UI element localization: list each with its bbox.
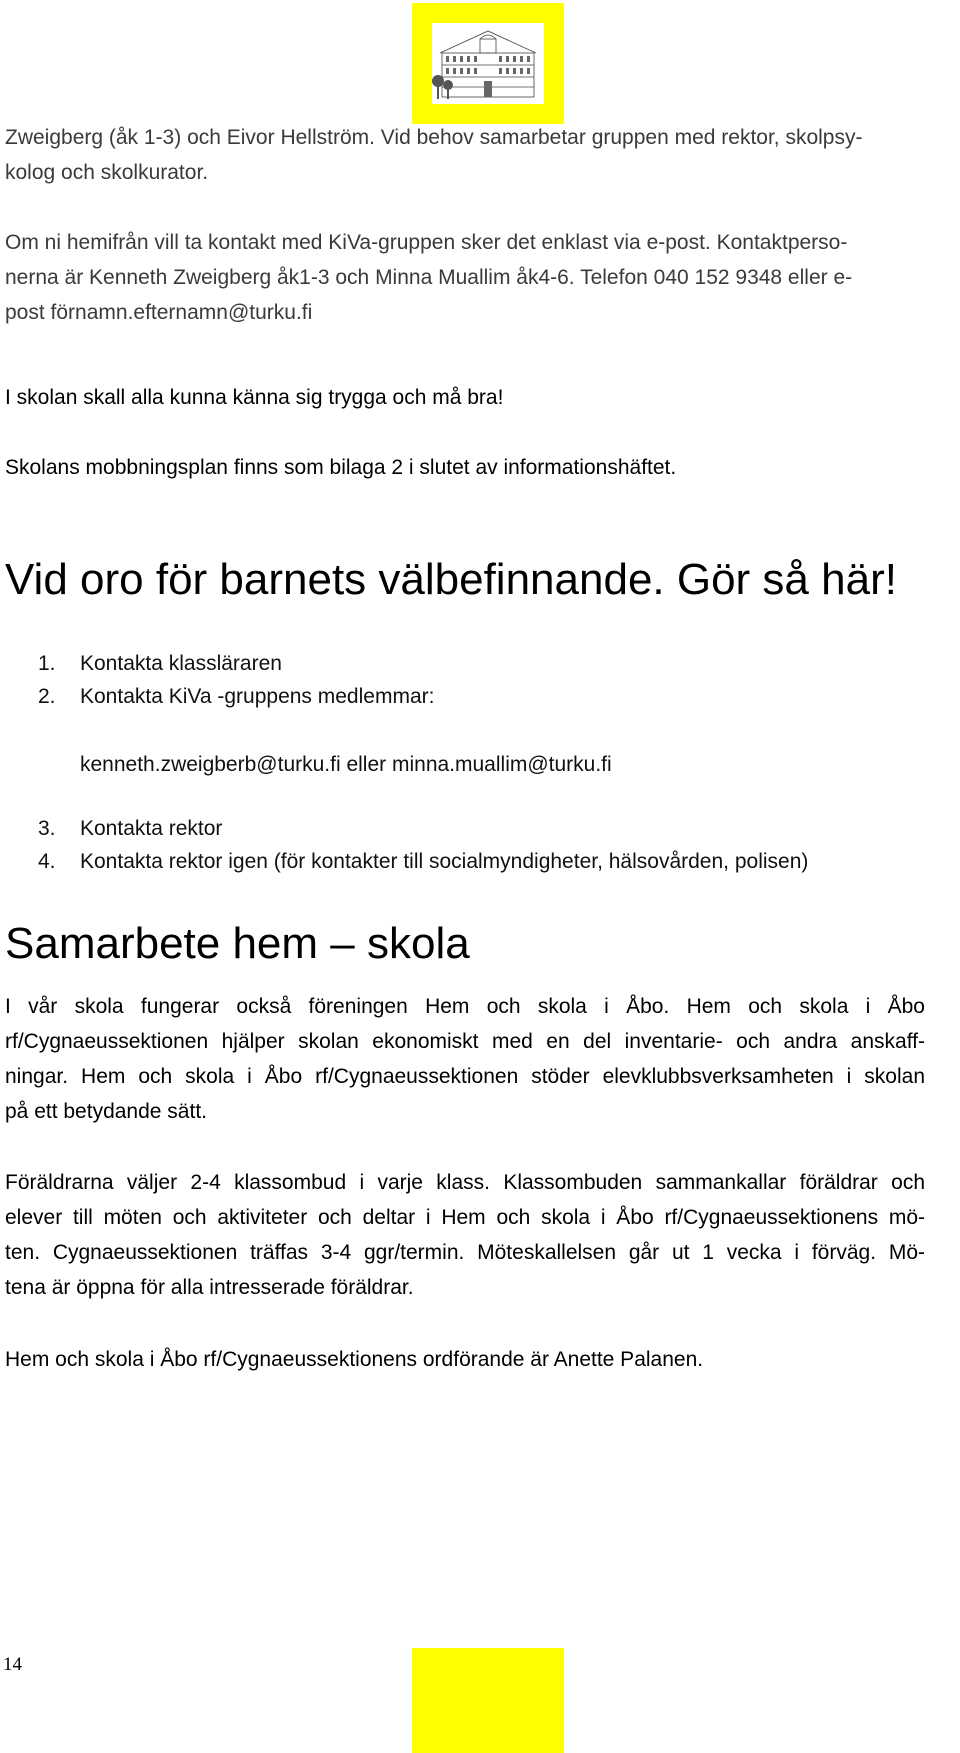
step-text: Kontakta rektor igen (för kontakter till socialmyndigheter, hälsovården, polisen) [80,850,809,873]
paragraph-line: Föräldrarna väljer 2-4 klassombud i varje klass. Klassombuden sammankallar föräldrar och [5,1171,925,1194]
footer-yellow-block [412,1648,564,1753]
contact-line: post förnamn.efternamn@turku.fi [5,301,313,324]
step-number: 4. [38,850,56,873]
worry-heading: Vid oro för barnets välbefinnande. Gör så här! [5,555,897,604]
contact-line: Om ni hemifrån vill ta kontakt med KiVa-gruppen sker det enklast via e-post. Kontaktperso- [5,231,848,254]
intro-paragraph [5,120,925,190]
list-item [38,812,808,845]
school-building-icon [432,23,544,104]
list-item [38,647,434,680]
cooperation-heading: Samarbete hem – skola [5,919,470,968]
chair-text: Hem och skola i Åbo rf/Cygnaeussektionens ordförande är Anette Palanen. [5,1348,704,1371]
step-text: Kontakta rektor [80,817,223,840]
paragraph-line: rf/Cygnaeussektionen hjälper skolan ekonomiskt med en del inventarie- och andra anskaff- [5,1030,925,1053]
step-text: Kontakta KiVa -gruppens medlemmar: [80,685,435,708]
paragraph-line: elever till möten och aktiviteter och deltar i Hem och skola i Åbo rf/Cygnaeussektionens mö- [5,1206,925,1229]
school-logo [412,3,564,124]
cooperation-paragraph-1 [5,989,925,1129]
chair-note [5,1342,925,1377]
cooperation-paragraph-2 [5,1165,925,1305]
paragraph-line: ten. Cygnaeussektionen träffas 3-4 ggr/termin. Möteskallelsen går ut 1 vecka i förväg. Mö- [5,1241,925,1264]
step-number: 3. [38,817,56,840]
safety-statement [5,380,925,415]
worry-steps-list [38,647,434,713]
safety-text: I skolan skall alla kunna känna sig trygga och må bra! [5,386,504,409]
bullying-plan-note [5,450,925,485]
kiva-emails: kenneth.zweigberb@turku.fi eller minna.muallim@turku.fi [80,753,612,776]
contact-paragraph [5,225,925,330]
paragraph-line: tena är öppna för alla intresserade föräldrar. [5,1276,414,1299]
plan-text: Skolans mobbningsplan finns som bilaga 2 i slutet av informationshäftet. [5,456,677,479]
list-item [38,680,434,713]
step-number: 1. [38,652,56,675]
paragraph-line: på ett betydande sätt. [5,1100,207,1123]
paragraph-line: ningar. Hem och skola i Åbo rf/Cygnaeussektionen stöder elevklubbsverksamheten i skolan [5,1065,925,1088]
intro-line: Zweigberg (åk 1-3) och Eivor Hellström. Vid behov samarbetar gruppen med rektor, skolpsy- [5,126,863,149]
worry-steps-list-continued [38,812,808,878]
contact-line: nerna är Kenneth Zweigberg åk1-3 och Minna Muallim åk4-6. Telefon 040 152 9348 eller e- [5,266,853,289]
step-number: 2. [38,685,56,708]
intro-line: kolog och skolkurator. [5,161,209,184]
step-text: Kontakta klassläraren [80,652,282,675]
paragraph-line: I vår skola fungerar också föreningen Hem och skola i Åbo. Hem och skola i Åbo [5,995,925,1018]
list-item [38,845,808,878]
page-number: 14 [3,1654,22,1675]
